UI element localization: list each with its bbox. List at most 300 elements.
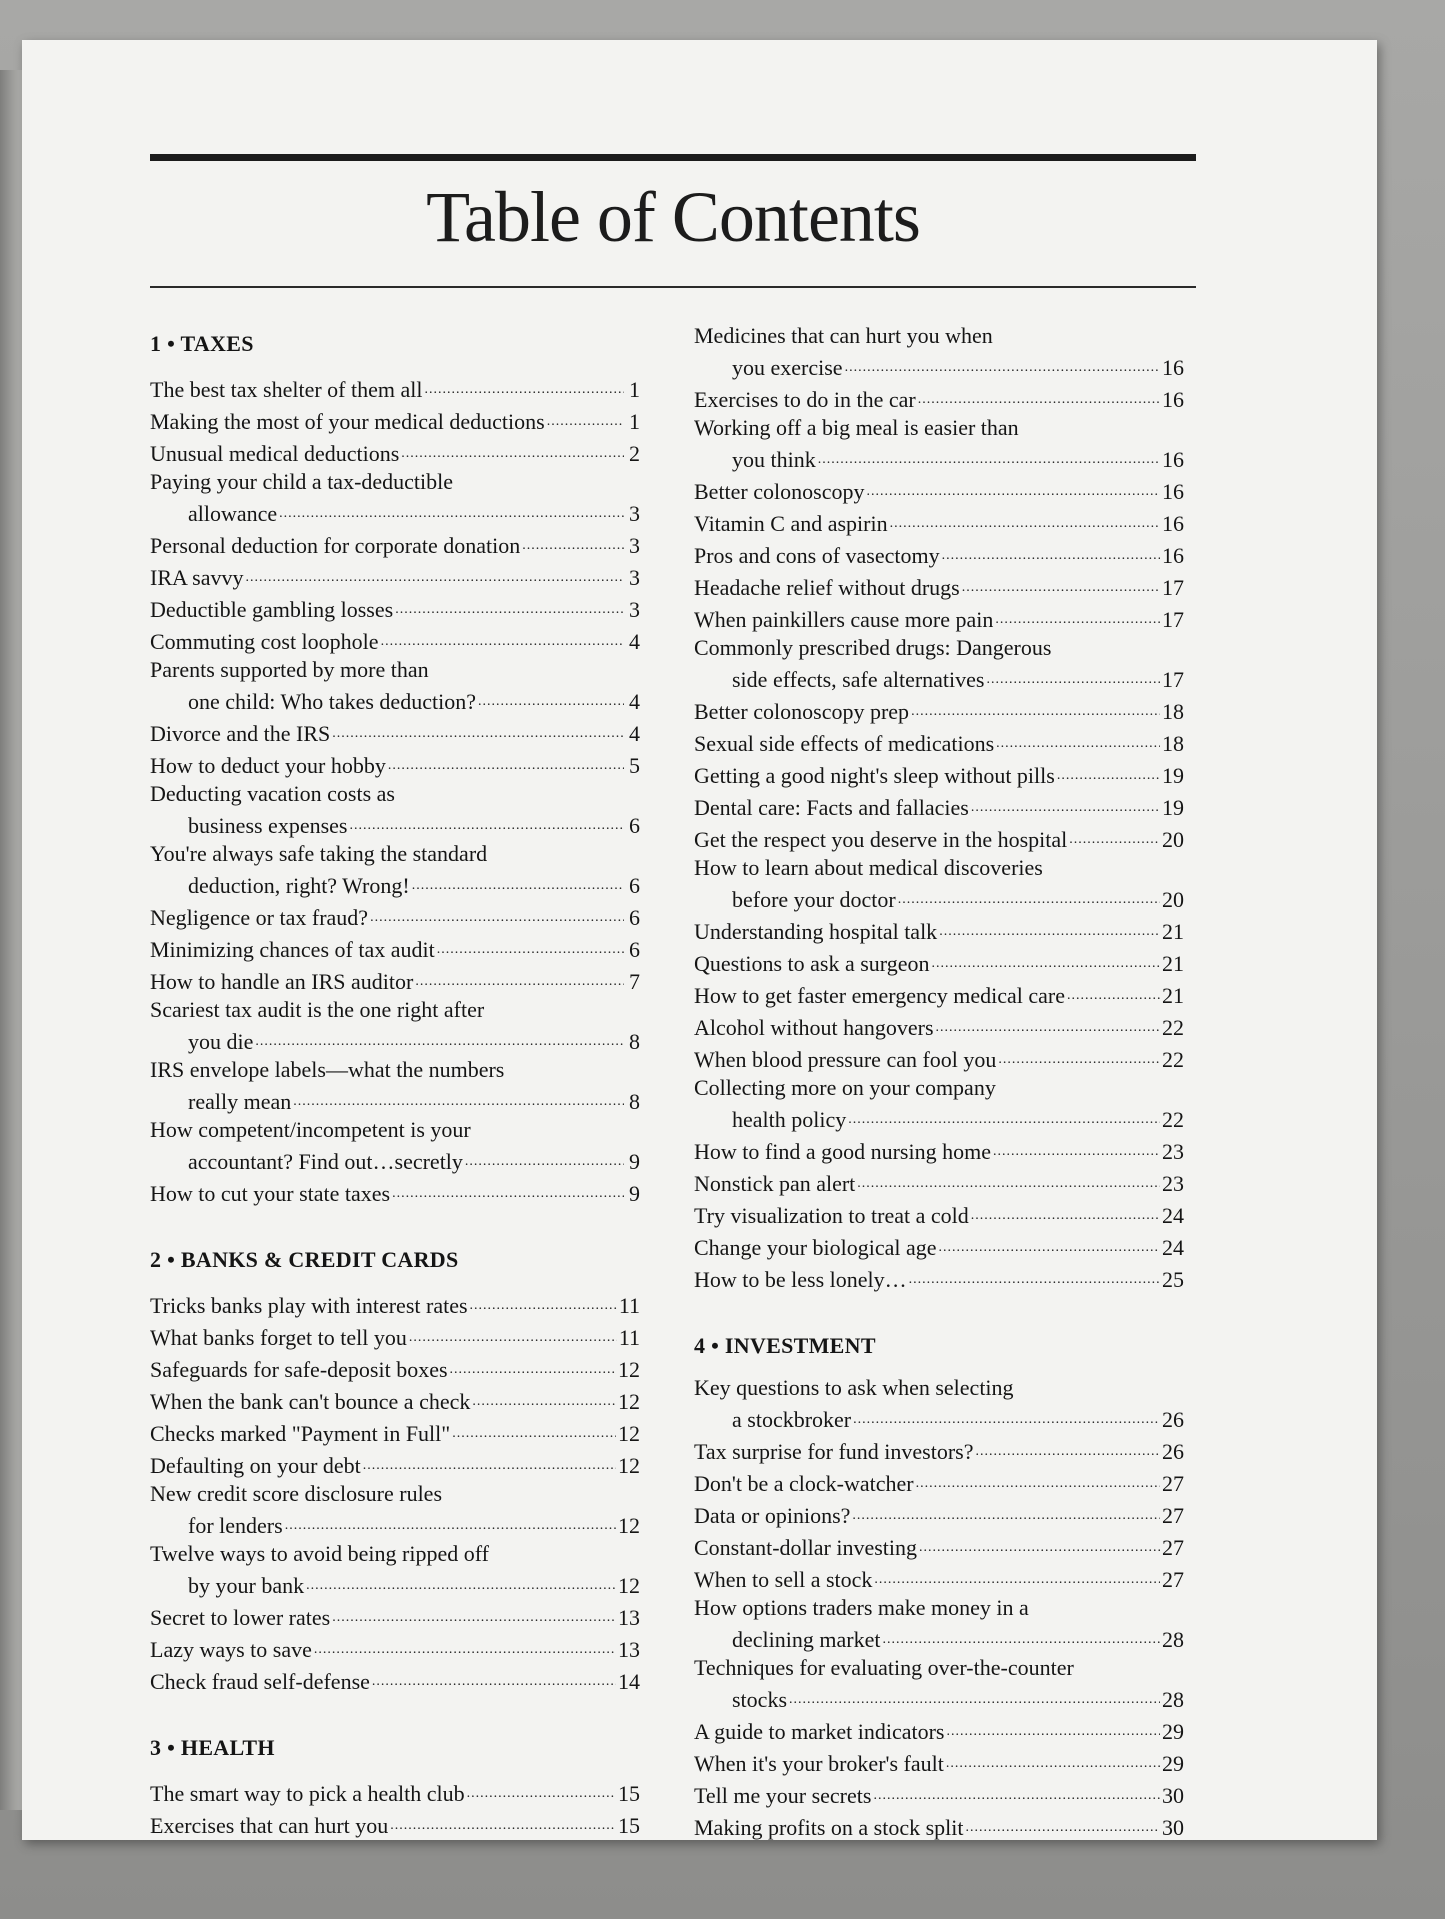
toc-entry[interactable]: [150, 1352, 640, 1384]
toc-entry-title-line: Commuting cost loophole: [150, 629, 379, 654]
toc-entry-title-line: business expenses: [188, 813, 348, 838]
dot-leader: [898, 882, 1160, 914]
toc-page-number: 16: [1162, 543, 1184, 568]
dot-leader: [986, 662, 1160, 694]
toc-entry-title-line: Don't be a clock-watcher: [694, 1471, 914, 1496]
toc-entry[interactable]: [694, 1714, 1184, 1746]
toc-page-number: 3: [629, 501, 640, 526]
toc-page-number: 21: [1162, 951, 1184, 976]
toc-entry-title-line: Divorce and the IRS: [150, 721, 331, 746]
toc-entry-title-line: How to learn about medical discoveries: [694, 855, 1043, 880]
top-rule: [150, 154, 1196, 161]
dot-leader: [415, 964, 624, 996]
toc-page-number: 3: [629, 533, 640, 558]
dot-leader: [332, 716, 624, 748]
toc-entry-title-line: IRA savvy: [150, 565, 244, 590]
toc-entry-title-line: Exercises that can hurt you: [150, 1813, 389, 1838]
toc-entry[interactable]: [694, 602, 1184, 634]
toc-page-number: 16: [1162, 511, 1184, 536]
toc-entry[interactable]: [150, 404, 640, 436]
toc-right-column: [694, 322, 1184, 1842]
toc-page-number: 16: [1162, 387, 1184, 412]
toc-entry[interactable]: [694, 1746, 1184, 1778]
toc-entry-title-line: Scariest tax audit is the one right after: [150, 997, 485, 1022]
dot-leader: [931, 946, 1160, 978]
toc-entry[interactable]: [694, 1778, 1184, 1810]
toc-entry[interactable]: [150, 1416, 640, 1448]
toc-left-column: [150, 330, 640, 1840]
toc-page-number: 27: [1162, 1567, 1184, 1592]
toc-page-number: 23: [1162, 1171, 1184, 1196]
toc-entry-title-line: one child: Who takes deduction?: [188, 689, 476, 714]
toc-entry[interactable]: [150, 1808, 640, 1840]
toc-entry-title-line: you exercise: [732, 355, 843, 380]
toc-entry[interactable]: [694, 978, 1184, 1010]
dot-leader: [965, 1810, 1160, 1842]
toc-entry[interactable]: [694, 726, 1184, 758]
toc-entry-title-line: How to cut your state taxes: [150, 1181, 391, 1206]
toc-entry-title-line: IRS envelope labels—what the numbers: [150, 1057, 505, 1082]
dot-leader: [857, 1166, 1160, 1198]
toc-entry[interactable]: [694, 1466, 1184, 1498]
toc-page-number: 14: [618, 1669, 640, 1694]
dot-leader: [939, 1230, 1160, 1262]
toc-entry-title-line: you die: [188, 1029, 254, 1054]
toc-page-number: 29: [1162, 1751, 1184, 1776]
toc-entry-title-line: Better colonoscopy prep: [694, 699, 910, 724]
toc-entry-title-line: You're always safe taking the standard: [150, 841, 488, 866]
toc-entry[interactable]: [694, 790, 1184, 822]
toc-entry-title-line: When to sell a stock: [694, 1567, 873, 1592]
toc-page-number: 4: [629, 629, 640, 654]
toc-entry[interactable]: [150, 716, 640, 748]
toc-page-number: 1: [629, 409, 640, 434]
toc-page-number: 9: [629, 1181, 640, 1206]
toc-entry[interactable]: [694, 946, 1184, 978]
toc-page-number: 22: [1162, 1047, 1184, 1072]
dot-leader: [395, 592, 624, 624]
toc-page-number: 27: [1162, 1471, 1184, 1496]
toc-entry-title-line: by your bank: [188, 1573, 305, 1598]
toc-entry-title-line: Tell me your secrets: [694, 1783, 872, 1808]
toc-entry[interactable]: [150, 560, 640, 592]
toc-page-number: 23: [1162, 1139, 1184, 1164]
toc-page-number: 20: [1162, 827, 1184, 852]
toc-entry[interactable]: [694, 1230, 1184, 1262]
dot-leader: [1057, 758, 1160, 790]
dot-leader: [388, 748, 624, 780]
toc-entry-title-line: for lenders: [188, 1513, 283, 1538]
toc-entry[interactable]: [694, 914, 1184, 946]
dot-leader: [522, 528, 624, 560]
toc-entry[interactable]: [694, 382, 1184, 414]
toc-entry-title-line: accountant? Find out…secretly: [188, 1149, 463, 1174]
toc-page-number: 26: [1162, 1439, 1184, 1464]
toc-entry[interactable]: [150, 748, 640, 780]
dot-leader: [936, 1010, 1160, 1042]
toc-entry-title-line: Making profits on a stock split: [694, 1815, 964, 1840]
dot-leader: [911, 694, 1160, 726]
toc-entry-title-line: New credit score disclosure rules: [150, 1481, 443, 1506]
dot-leader: [452, 1416, 616, 1448]
toc-entry-title-line: a stockbroker: [732, 1407, 852, 1432]
dot-leader: [478, 684, 624, 716]
toc-entry-title-line: allowance: [188, 501, 278, 526]
dot-leader: [372, 1664, 616, 1696]
dot-leader: [409, 1320, 617, 1352]
toc-entry-title-line: Understanding hospital talk: [694, 919, 938, 944]
toc-entry-title-line: Negligence or tax fraud?: [150, 905, 369, 930]
toc-entry-title-line: How to be less lonely…: [694, 1267, 907, 1292]
toc-page-number: 27: [1162, 1503, 1184, 1528]
toc-page-number: 9: [629, 1149, 640, 1174]
toc-entry-title-line: Commonly prescribed drugs: Dangerous: [694, 635, 1052, 660]
dot-leader: [381, 624, 624, 656]
toc-entry[interactable]: [150, 624, 640, 656]
toc-page-number: 12: [618, 1357, 640, 1382]
dot-leader: [465, 1144, 624, 1176]
toc-page-number: 6: [629, 873, 640, 898]
toc-entry-title-line: Questions to ask a surgeon: [694, 951, 930, 976]
toc-entry[interactable]: [694, 1434, 1184, 1466]
toc-page-number: 5: [629, 753, 640, 778]
dot-leader: [919, 1530, 1160, 1562]
dot-leader: [314, 1632, 616, 1664]
toc-entry[interactable]: [150, 1540, 640, 1600]
toc-entry[interactable]: [150, 436, 640, 468]
toc-entry[interactable]: [694, 1074, 1184, 1134]
section-spacer: [694, 1294, 1184, 1332]
toc-entry-title-line: A guide to market indicators: [694, 1719, 945, 1744]
toc-page-number: 29: [1162, 1719, 1184, 1744]
toc-entry[interactable]: [694, 414, 1184, 474]
dot-leader: [332, 1600, 616, 1632]
toc-entry-title-line: How to handle an IRS auditor: [150, 969, 414, 994]
dot-leader: [255, 1024, 624, 1056]
toc-entry-title-line: Deducting vacation costs as: [150, 781, 395, 806]
toc-entry[interactable]: [150, 656, 640, 716]
toc-entry[interactable]: [150, 1480, 640, 1540]
toc-entry-title-line: When painkillers cause more pain: [694, 607, 994, 632]
toc-entry[interactable]: [694, 1134, 1184, 1166]
toc-entry[interactable]: [150, 840, 640, 900]
toc-page-number: 21: [1162, 919, 1184, 944]
dot-leader: [472, 1384, 616, 1416]
dot-leader: [818, 442, 1160, 474]
dot-leader: [996, 726, 1160, 758]
toc-entry-title-line: Constant-dollar investing: [694, 1535, 918, 1560]
toc-entry[interactable]: [694, 322, 1184, 382]
toc-entry-title-line: you think: [732, 447, 816, 472]
toc-entry-title-line: Defaulting on your debt: [150, 1453, 361, 1478]
toc-entry-title-line: Personal deduction for corporate donation: [150, 533, 521, 558]
toc-page-number: 19: [1162, 763, 1184, 788]
toc-entry[interactable]: [694, 538, 1184, 570]
dot-leader: [939, 914, 1160, 946]
toc-entry[interactable]: [694, 822, 1184, 854]
toc-entry[interactable]: [694, 758, 1184, 790]
dot-leader: [450, 1352, 616, 1384]
toc-entry[interactable]: [150, 780, 640, 840]
toc-entry[interactable]: [150, 592, 640, 624]
toc-entry[interactable]: [150, 372, 640, 404]
toc-page-number: 2: [629, 441, 640, 466]
toc-entry[interactable]: [694, 1166, 1184, 1198]
toc-entry-title-line: Dental care: Facts and fallacies: [694, 795, 969, 820]
toc-entry[interactable]: [150, 1600, 640, 1632]
toc-entry-title-line: really mean: [188, 1089, 292, 1114]
dot-leader: [789, 1682, 1160, 1714]
toc-entry[interactable]: [694, 1654, 1184, 1714]
toc-page-number: 17: [1162, 667, 1184, 692]
toc-entry[interactable]: [694, 1498, 1184, 1530]
toc-entry-title-line: Better colonoscopy: [694, 479, 865, 504]
toc-page-number: 12: [618, 1453, 640, 1478]
toc-entry-title-line: How to get faster emergency medical care: [694, 983, 1065, 1008]
dot-leader: [306, 1568, 616, 1600]
toc-entry-title-line: deduction, right? Wrong!: [188, 873, 410, 898]
toc-entry[interactable]: [694, 1594, 1184, 1654]
toc-page-number: 28: [1162, 1627, 1184, 1652]
toc-page-number: 11: [618, 1325, 640, 1350]
toc-entry-title-line: Collecting more on your company: [694, 1075, 996, 1100]
dot-leader: [467, 1776, 616, 1808]
toc-entry-title-line: How options traders make money in a: [694, 1595, 1029, 1620]
toc-entry-title-line: How to deduct your hobby: [150, 753, 386, 778]
dot-leader: [946, 1746, 1160, 1778]
dot-leader: [470, 1288, 617, 1320]
dot-leader: [882, 1622, 1160, 1654]
toc-entry-title-line: Alcohol without hangovers: [694, 1015, 934, 1040]
toc-entry-title-line: Headache relief without drugs: [694, 575, 960, 600]
toc-page-number: 18: [1162, 699, 1184, 724]
toc-entry-title-line: How competent/incompetent is your: [150, 1117, 471, 1142]
toc-entry[interactable]: [694, 1262, 1184, 1294]
toc-page-number: 16: [1162, 447, 1184, 472]
dot-leader: [293, 1084, 624, 1116]
dot-leader: [412, 868, 624, 900]
dot-leader: [993, 1134, 1160, 1166]
toc-entry-title-line: Safeguards for safe-deposit boxes: [150, 1357, 448, 1382]
toc-entry[interactable]: [694, 1198, 1184, 1230]
toc-entry[interactable]: [694, 1810, 1184, 1842]
toc-entry-title-line: How to find a good nursing home: [694, 1139, 991, 1164]
toc-entry[interactable]: [694, 506, 1184, 538]
toc-entry-title-line: stocks: [732, 1687, 787, 1712]
toc-page-number: 22: [1162, 1107, 1184, 1132]
toc-page-number: 6: [629, 813, 640, 838]
toc-entry[interactable]: [694, 1562, 1184, 1594]
toc-entry-title-line: Medicines that can hurt you when: [694, 323, 993, 348]
toc-entry-title-line: side effects, safe alternatives: [732, 667, 985, 692]
toc-page-number: 20: [1162, 887, 1184, 912]
dot-leader: [845, 350, 1160, 382]
dot-leader: [962, 570, 1160, 602]
dot-leader: [998, 1042, 1160, 1074]
toc-page-number: 6: [629, 905, 640, 930]
toc-page-number: 12: [618, 1389, 640, 1414]
toc-entry-title-line: What banks forget to tell you: [150, 1325, 407, 1350]
toc-page-number: 3: [629, 597, 640, 622]
dot-leader: [873, 1778, 1160, 1810]
toc-page-number: 12: [618, 1513, 640, 1538]
dot-leader: [852, 1498, 1160, 1530]
toc-page-number: 15: [618, 1781, 640, 1806]
toc-page-number: 17: [1162, 575, 1184, 600]
toc-entry-title-line: Unusual medical deductions: [150, 441, 400, 466]
toc-entry-title-line: The best tax shelter of them all: [150, 377, 423, 402]
toc-entry-title-line: Change your biological age: [694, 1235, 937, 1260]
dot-leader: [918, 382, 1160, 414]
toc-entry-title-line: health policy: [732, 1107, 847, 1132]
toc-entry[interactable]: [150, 996, 640, 1056]
toc-entry-title-line: Techniques for evaluating over-the-counter: [694, 1655, 1074, 1680]
toc-entry[interactable]: [150, 1288, 640, 1320]
toc-page-number: 22: [1162, 1015, 1184, 1040]
toc-entry-title-line: When it's your broker's fault: [694, 1751, 944, 1776]
toc-entry[interactable]: [150, 1776, 640, 1808]
dot-leader: [363, 1448, 616, 1480]
toc-page-number: 6: [629, 937, 640, 962]
toc-entry[interactable]: [694, 694, 1184, 726]
toc-page-number: 25: [1162, 1267, 1184, 1292]
toc-page-number: 16: [1162, 479, 1184, 504]
toc-entry-title-line: Lazy ways to save: [150, 1637, 312, 1662]
toc-entry-title-line: Tax surprise for fund investors?: [694, 1439, 974, 1464]
toc-entry-title-line: Deductible gambling losses: [150, 597, 394, 622]
toc-page-number: 12: [618, 1573, 640, 1598]
dot-leader: [424, 372, 624, 404]
toc-entry-title-line: Working off a big meal is easier than: [694, 415, 1019, 440]
dot-leader: [866, 474, 1160, 506]
toc-entry[interactable]: [694, 1530, 1184, 1562]
toc-page-number: 16: [1162, 355, 1184, 380]
toc-entry-title-line: Data or opinions?: [694, 1503, 851, 1528]
dot-leader: [874, 1562, 1160, 1594]
toc-page-number: 11: [618, 1293, 640, 1318]
dot-leader: [349, 808, 624, 840]
toc-page-number: 28: [1162, 1687, 1184, 1712]
toc-entry[interactable]: [694, 1042, 1184, 1074]
toc-entry-title-line: Check fraud self-defense: [150, 1669, 370, 1694]
book-page: [22, 40, 1377, 1840]
dot-leader: [976, 1434, 1160, 1466]
toc-page-number: 21: [1162, 983, 1184, 1008]
section-heading: 2 • BANKS & CREDIT CARDS: [150, 1247, 459, 1272]
toc-entry-title-line: Getting a good night's sleep without pills: [694, 763, 1055, 788]
toc-entry[interactable]: [150, 1320, 640, 1352]
dot-leader: [909, 1262, 1160, 1294]
toc-entry-title-line: Vitamin C and aspirin: [694, 511, 888, 536]
toc-entry[interactable]: [150, 900, 640, 932]
toc-page-number: 13: [618, 1605, 640, 1630]
dot-leader: [1067, 978, 1160, 1010]
toc-page-number: 1: [629, 377, 640, 402]
toc-entry-title-line: When blood pressure can fool you: [694, 1047, 997, 1072]
dot-leader: [285, 1508, 616, 1540]
dot-leader: [848, 1102, 1160, 1134]
dot-leader: [853, 1402, 1160, 1434]
toc-entry[interactable]: [694, 1010, 1184, 1042]
section-spacer: [150, 1208, 640, 1246]
toc-entry[interactable]: [694, 634, 1184, 694]
toc-page-number: 8: [629, 1089, 640, 1114]
toc-entry[interactable]: [694, 854, 1184, 914]
dot-leader: [890, 506, 1160, 538]
toc-page-number: 19: [1162, 795, 1184, 820]
dot-leader: [947, 1714, 1161, 1746]
toc-entry[interactable]: [694, 570, 1184, 602]
toc-entry-title-line: Twelve ways to avoid being ripped off: [150, 1541, 489, 1566]
toc-entry[interactable]: [150, 1176, 640, 1208]
toc-entry-title-line: Get the respect you deserve in the hospital: [694, 827, 1068, 852]
dot-leader: [942, 538, 1160, 570]
section-heading: 1 • TAXES: [150, 331, 254, 356]
toc-page-number: 12: [618, 1421, 640, 1446]
toc-page-number: 26: [1162, 1407, 1184, 1432]
section-heading: 4 • INVESTMENT: [694, 1333, 876, 1358]
toc-entry[interactable]: [694, 474, 1184, 506]
toc-page-number: 3: [629, 565, 640, 590]
toc-entry-title-line: Checks marked "Payment in Full": [150, 1421, 451, 1446]
toc-entry-title-line: Secret to lower rates: [150, 1605, 331, 1630]
toc-entry[interactable]: [150, 932, 640, 964]
toc-page-number: 4: [629, 721, 640, 746]
toc-entry[interactable]: [694, 1374, 1184, 1434]
toc-page-number: 17: [1162, 607, 1184, 632]
toc-entry[interactable]: [150, 1116, 640, 1176]
toc-entry-title-line: Paying your child a tax-deductible: [150, 469, 454, 494]
toc-entry-title-line: The smart way to pick a health club: [150, 1781, 465, 1806]
toc-page-number: 30: [1162, 1783, 1184, 1808]
toc-page-number: 27: [1162, 1535, 1184, 1560]
dot-leader: [279, 496, 624, 528]
toc-page-number: 30: [1162, 1815, 1184, 1840]
toc-entry-title-line: Minimizing chances of tax audit: [150, 937, 435, 962]
toc-entry[interactable]: [150, 1664, 640, 1696]
toc-entry[interactable]: [150, 1632, 640, 1664]
section-heading: 3 • HEALTH: [150, 1735, 275, 1760]
toc-entry-title-line: Key questions to ask when selecting: [694, 1375, 1014, 1400]
dot-leader: [1069, 822, 1160, 854]
toc-entry[interactable]: [150, 964, 640, 996]
toc-page-number: 4: [629, 689, 640, 714]
dot-leader: [392, 1176, 624, 1208]
toc-entry-title-line: before your doctor: [732, 887, 896, 912]
toc-entry[interactable]: [150, 1384, 640, 1416]
toc-entry-title-line: Nonstick pan alert: [694, 1171, 856, 1196]
toc-entry-title-line: Try visualization to treat a cold: [694, 1203, 969, 1228]
toc-entry[interactable]: [150, 1056, 640, 1116]
title-underline: [150, 286, 1196, 288]
toc-page-number: 15: [618, 1813, 640, 1838]
section-spacer: [150, 1696, 640, 1734]
toc-page-number: 18: [1162, 731, 1184, 756]
toc-entry[interactable]: [150, 468, 640, 528]
toc-entry[interactable]: [150, 1448, 640, 1480]
toc-page-number: 7: [629, 969, 640, 994]
toc-entry[interactable]: [150, 528, 640, 560]
toc-entry-title-line: Sexual side effects of medications: [694, 731, 995, 756]
toc-page-number: 24: [1162, 1235, 1184, 1260]
toc-entry-title-line: Parents supported by more than: [150, 657, 429, 682]
dot-leader: [437, 932, 624, 964]
toc-entry-title-line: Tricks banks play with interest rates: [150, 1293, 468, 1318]
toc-page-number: 13: [618, 1637, 640, 1662]
toc-entry-title-line: Exercises to do in the car: [694, 387, 916, 412]
dot-leader: [246, 560, 625, 592]
dot-leader: [547, 404, 624, 436]
